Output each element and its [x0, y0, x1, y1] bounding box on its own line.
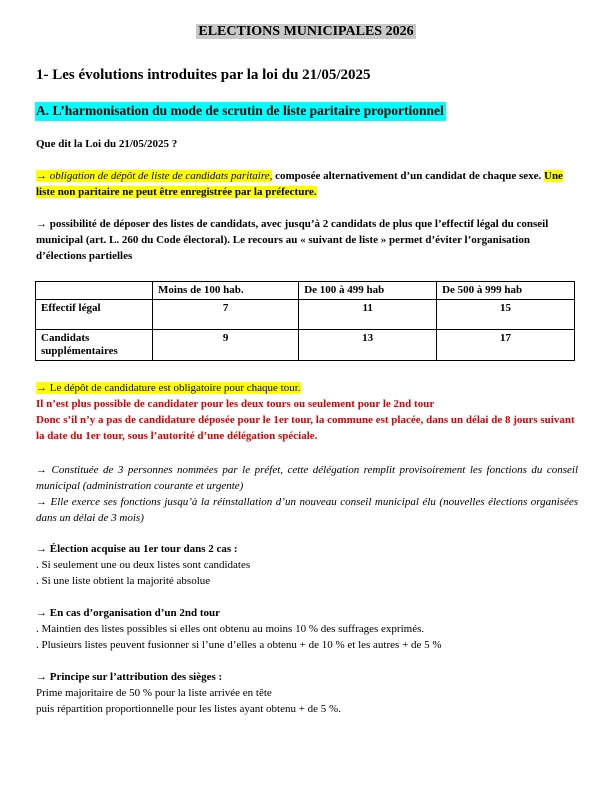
document-title	[0, 24, 612, 40]
second-round-heading: → En cas d’organisation d’un 2nd tour	[36, 607, 220, 619]
section-1-heading: 1- Les évolutions introduites par la loi du 21/05/2025	[36, 67, 371, 83]
first-round-paragraph	[36, 541, 578, 589]
paritaire-obligation: → obligation de dépôt de liste de candidats paritaire,	[36, 170, 273, 182]
seats-line: Prime majoritaire de 50 % pour la liste arrivée en tête	[36, 687, 272, 699]
list-item: . Maintien des listes possibles si elles ont obtenu au moins 10 % des suffrages exprimés.	[36, 623, 425, 635]
extra-candidates-paragraph: → possibilité de déposer des listes de candidats, avec jusqu’à 2 candidats de plus que l’effectif légal du conseil municipal (art. L. 260 du Code électoral). Le recours au « suivant de liste » permet d’éviter l’organisation d’élections partielles	[36, 218, 549, 262]
first-round-heading: → Élection acquise au 1er tour dans 2 cas :	[36, 543, 238, 555]
candidature-paragraph	[36, 380, 578, 444]
table-header-row	[36, 282, 575, 300]
second-round-paragraph	[36, 605, 578, 653]
seats-heading: → Principe sur l’attribution des sièges :	[36, 671, 223, 683]
table-row	[36, 330, 575, 361]
paritaire-composition: composée alternativement d’un candidat de chaque sexe.	[272, 170, 544, 182]
table-row	[36, 300, 575, 330]
table-cell: 11	[299, 300, 437, 330]
table-cell: 15	[437, 300, 575, 330]
document-title-text: ELECTIONS MUNICIPALES 2026	[198, 24, 414, 39]
section-a-heading: A. L’harmonisation du mode de scrutin de liste paritaire proportionnel	[35, 102, 446, 121]
table-cell: 17	[437, 330, 575, 361]
candidature-rule: Il n’est plus possible de candidater pour les deux tours ou seulement pour le 2nd tour	[36, 398, 435, 410]
seats-paragraph	[36, 669, 578, 717]
delegation-paragraph	[36, 462, 578, 526]
list-item: . Si une liste obtient la majorité absolue	[36, 575, 211, 587]
table-header-cell	[36, 282, 153, 300]
candidates-table	[35, 281, 575, 361]
paritaire-paragraph	[36, 168, 578, 200]
paritaire-refusal: Une liste non paritaire ne peut être enregistrée par la préfecture.	[36, 170, 563, 198]
table-header-cell: De 500 à 999 hab	[437, 282, 575, 300]
table-cell: 7	[153, 300, 299, 330]
special-delegation-rule: Donc s’il n’y a pas de candidature déposée pour le 1er tour, la commune est placée, dans un délai de 8 jours suivant la date du 1er tour, sous l’autorité d’une délégation spéciale.	[36, 414, 575, 442]
table-header-cell: De 100 à 499 hab	[299, 282, 437, 300]
delegation-composition: → Constituée de 3 personnes nommées par le préfet, cette délégation remplit provisoirement les fonctions du conseil municipal (administration courante et urgente)	[36, 464, 578, 492]
question-heading: Que dit la Loi du 21/05/2025 ?	[36, 138, 178, 150]
list-item: . Si seulement une ou deux listes sont candidates	[36, 559, 251, 571]
delegation-duration: → Elle exerce ses fonctions jusqu’à la réinstallation d’un nouveau conseil municipal élu (nouvelles élections organisées dans un délai de 3 mois)	[36, 496, 578, 524]
seats-line: puis répartition proportionnelle pour les listes ayant obtenu + de 5 %.	[36, 703, 341, 715]
table-row-label: Candidats supplémentaires	[36, 330, 153, 361]
table-cell: 13	[299, 330, 437, 361]
list-item: . Plusieurs listes peuvent fusionner si l’une d’elles a obtenu + de 10 % et les autres + de 5 %	[36, 639, 442, 651]
candidature-mandatory: → Le dépôt de candidature est obligatoire pour chaque tour.	[36, 382, 301, 394]
table-cell: 9	[153, 330, 299, 361]
table-row-label: Effectif légal	[36, 300, 153, 330]
table-header-cell: Moins de 100 hab.	[153, 282, 299, 300]
